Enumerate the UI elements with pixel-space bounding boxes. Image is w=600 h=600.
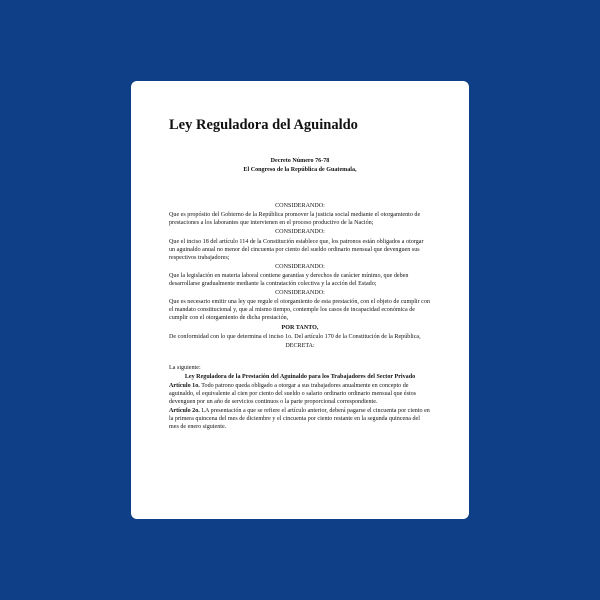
conformidad-paragraph: De conformidad con lo que determina el inciso 1o. Del artículo 170 de la Constitución de la República, [169, 333, 421, 340]
articulo-label: Artículo 1o. [169, 382, 200, 389]
considerando-paragraph: Que el inciso 18 del artículo 114 de la Constitución establece que, los patronos están obligados a otorgar un aguinaldo anual no menor del cincuenta por ciento del sueldo ordinario mensual que devenguen sus respectivos trabajadores; [169, 238, 424, 261]
articulo-paragraph [169, 407, 431, 431]
la-siguiente-line: La siguiente: [169, 364, 201, 371]
decreto-number: Decreto Número 76-78 [270, 158, 330, 164]
considerando-heading: CONSIDERANDO: [275, 203, 325, 210]
document-page [131, 81, 469, 519]
congreso-line: El Congreso de la República de Guatemala, [243, 167, 357, 174]
document-body [169, 157, 431, 432]
decreta-heading: DECRETA: [285, 342, 315, 349]
considerando-heading: CONSIDERANDO: [275, 263, 325, 270]
articulo-label: Artículo 2o. [169, 408, 200, 415]
considerando-paragraph: Que es necesario emitir una ley que regule el otorgamiento de esta prestación, con el objeto de cumplir con el mandato constitucional y, que al mismo tiempo, contemple los casos de incapacidad económica de cumplir con el otorgamiento de dicha prestación, [169, 299, 430, 322]
articulo-paragraph [169, 382, 431, 406]
considerando-paragraph: Que la legislación en materia laboral contiene garantías y derechos de carácter mínimo, que deben desarrollarse gradualmente mediante la contratación colectiva y la acción del Estado; [169, 272, 409, 288]
ley-nombre-heading: Ley Reguladora de la Prestación del Aguinaldo para los Trabajadores del Sector Privado [184, 373, 416, 380]
document-title: Ley Reguladora del Aguinaldo [169, 117, 358, 133]
articulo-text: LA presentación a que se refiere el artículo anterior, deberá pagarse el cincuenta por ciento en la primera quincena del mes de diciembre y el cincuenta por ciento restante en la segunda quincena del mes de enero siguiente. [169, 408, 430, 431]
considerando-paragraph: Que es propósito del Gobierno de la República promover la justicia social mediante el otorgamiento de prestaciones a los laborantes que intervienen en el proceso productivo de la Nación; [169, 212, 421, 227]
por-tanto-heading: POR TANTO, [281, 324, 319, 331]
considerando-heading: CONSIDERANDO: [275, 290, 325, 297]
considerando-heading: CONSIDERANDO: [275, 229, 325, 236]
articulo-text: Todo patrono queda obligado a otorgar a sus trabajadores anualmente en concepto de aguinaldo, el equivalente al cien por ciento del sueldo o salario ordinario ordinario mensual que éstos devenguen por un año de servicios continuos o la parte proporcional correspondiente. [169, 382, 417, 406]
